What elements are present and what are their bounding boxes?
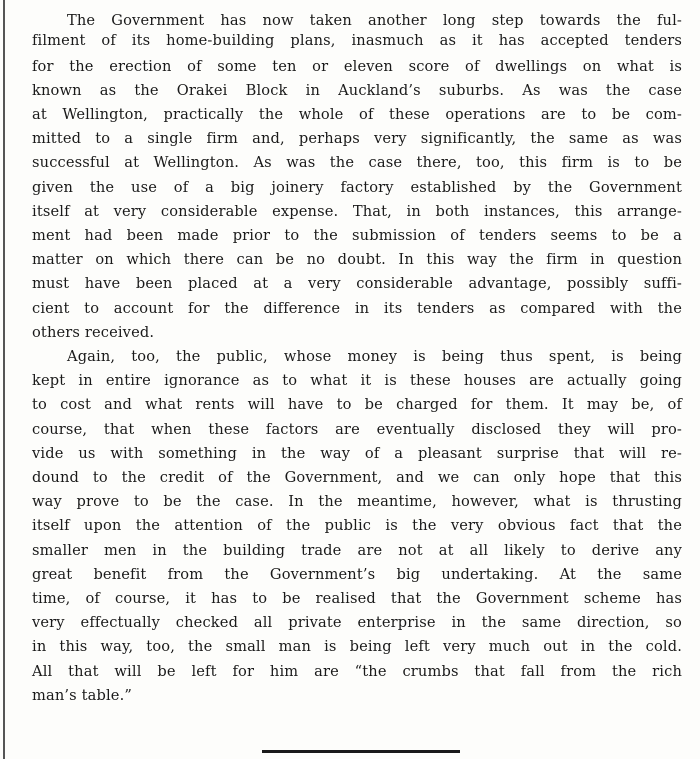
- text-line: course, that when these factors are eventually disclosed they will pro-: [32, 421, 682, 438]
- text-line: matter on which there can be no doubt. In this way the firm in question: [32, 251, 682, 268]
- text-line: others received.: [32, 324, 155, 341]
- text-line: dound to the credit of the Government, and we can only hope that this: [32, 469, 682, 486]
- text-line: All that will be left for him are “the crumbs that fall from the rich: [32, 663, 682, 680]
- text-line: smaller men in the building trade are not at all likely to derive any: [32, 542, 682, 559]
- text-line: way prove to be the case. In the meantime, however, what is thrusting: [32, 493, 682, 510]
- text-line: filment of its home-building plans, inasmuch as it has accepted tenders: [32, 32, 682, 49]
- text-line: very effectually checked all private enterprise in the same direction, so: [32, 614, 682, 631]
- text-line: The Government has now taken another long step towards the ful-: [67, 12, 682, 29]
- text-line: time, of course, it has to be realised that the Government scheme has: [32, 590, 682, 607]
- text-line: for the erection of some ten or eleven score of dwellings on what is: [32, 58, 682, 75]
- text-line: ment had been made prior to the submission of tenders seems to be a: [32, 227, 682, 244]
- text-line: successful at Wellington. As was the case there, too, this firm is to be: [32, 154, 682, 171]
- text-line: must have been placed at a very considerable advantage, possibly suffi-: [32, 275, 682, 292]
- end-of-article-rule: [262, 750, 460, 753]
- column-border-line: [3, 0, 5, 759]
- text-line: cient to account for the difference in its tenders as compared with the: [32, 300, 682, 317]
- text-line: to cost and what rents will have to be charged for them. It may be, of: [32, 396, 682, 413]
- text-line: in this way, too, the small man is being left very much out in the cold.: [32, 638, 682, 655]
- text-line: great benefit from the Government’s big undertaking. At the same: [32, 566, 682, 583]
- text-line: mitted to a single firm and, perhaps very significantly, the same as was: [32, 130, 682, 147]
- text-line: vide us with something in the way of a pleasant surprise that will re-: [32, 445, 682, 462]
- text-line: kept in entire ignorance as to what it is these houses are actually going: [32, 372, 682, 389]
- text-line: given the use of a big joinery factory established by the Government: [32, 179, 682, 196]
- text-line: itself upon the attention of the public is the very obvious fact that the: [32, 517, 682, 534]
- text-line: known as the Orakei Block in Auckland’s suburbs. As was the case: [32, 82, 682, 99]
- text-line: man’s table.”: [32, 687, 132, 704]
- text-line: at Wellington, practically the whole of these operations are to be com-: [32, 106, 682, 123]
- text-line: itself at very considerable expense. That, in both instances, this arrange-: [32, 203, 682, 220]
- text-line: Again, too, the public, whose money is being thus spent, is being: [67, 348, 682, 365]
